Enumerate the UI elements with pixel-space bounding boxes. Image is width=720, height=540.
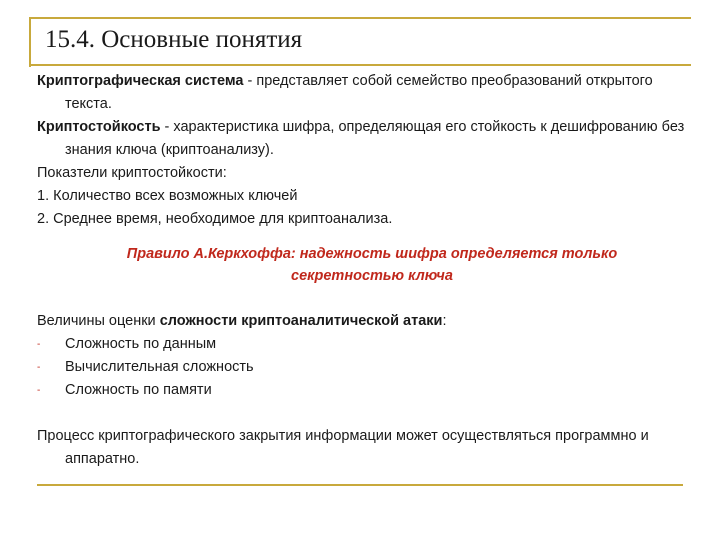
rule-line-2: секретностью ключа — [291, 268, 453, 284]
closing-paragraph: Процесс криптографического закрытия информации может осуществляться программно и аппаратно. — [37, 428, 649, 467]
rule-line-1: Правило А.Керкхоффа: надежность шифра определяется только — [126, 246, 618, 262]
attack-item-label: Сложность по данным — [65, 336, 217, 352]
slide-body — [37, 70, 687, 471]
definition-text-crypto-strength: - характеристика шифра, определяющая его стойкость к дешифрованию без знания ключа (криптоанализу). — [65, 119, 685, 158]
term-crypto-system: Криптографическая система — [37, 73, 244, 89]
attack-intro-bold: сложности криптоаналитической атаки — [159, 313, 443, 329]
left-title-border — [29, 17, 31, 67]
attack-item-label: Вычислительная сложность — [65, 359, 254, 375]
attack-intro-text: Величины оценки — [37, 313, 160, 329]
bullet-dash: - — [37, 362, 41, 373]
definition-text-crypto-system: - представляет собой семейство преобразований открытого текста. — [65, 73, 653, 112]
attack-item-label: Сложность по памяти — [65, 382, 212, 398]
title-underline — [29, 64, 691, 66]
bullet-dash: - — [37, 385, 41, 396]
indicator-item-2: 2. Среднее время, необходимое для криптоанализа. — [37, 211, 393, 227]
attack-item-data — [37, 333, 687, 356]
top-border — [29, 17, 691, 19]
attack-item-computational — [37, 356, 687, 379]
attack-intro-colon: : — [442, 313, 447, 329]
slide-title: 15.4. Основные понятия — [45, 26, 303, 53]
indicator-item-1: 1. Количество всех возможных ключей — [37, 188, 298, 204]
bottom-border — [37, 484, 683, 486]
definition-crypto-system — [37, 70, 687, 116]
indicators-label: Показтели криптостойкости: — [37, 165, 227, 181]
spacer — [37, 287, 687, 310]
definition-crypto-strength — [37, 116, 687, 162]
spacer — [37, 402, 687, 425]
attack-item-memory — [37, 379, 687, 402]
attack-intro — [37, 310, 687, 333]
kerckhoffs-rule — [37, 243, 687, 287]
bullet-dash: - — [37, 339, 41, 350]
term-crypto-strength: Криптостойкость — [37, 119, 161, 135]
